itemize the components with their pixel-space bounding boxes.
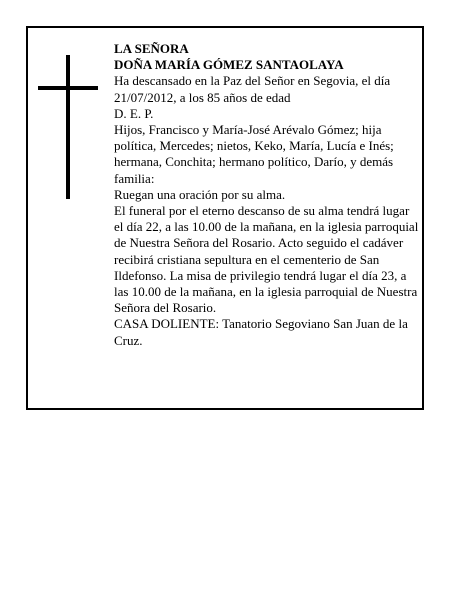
rest-in-peace: D. E. P. [114,105,154,121]
cross-horizontal-bar [38,86,98,90]
cross-vertical-bar [66,55,70,199]
funeral-details: El funeral por el eterno descanso de su alma tendrá lugar el día 22, a las 10.00 de la mañana, en la iglesia parroquial de Nuestra Señora del Rosario. Acto seguido el cadáver recibirá cristiana sepultura en el cementerio de San Ildefonso. La misa de privilegio tendrá lugar el día 23, a las 10.00 de la mañana, en la iglesia parroquial de Nuestra Señora del Rosario. [114,203,419,316]
notice-text [114,41,420,349]
obituary-notice [26,26,424,410]
prayer-request: Ruegan una oración por su alma. [114,186,286,202]
death-announcement: Ha descansado en la Paz del Señor en Segovia, el día 21/07/2012, a los 85 años de edad [114,73,391,105]
family-list: Hijos, Francisco y María-José Arévalo Gómez; hija política, Mercedes; nietos, Keko, María, Lucía e Inés; hermana, Conchita; hermano político, Darío, y demás familia: [114,122,394,186]
funeral-home: CASA DOLIENTE: Tanatorio Segoviano San Juan de la Cruz. [114,316,408,348]
notice-title: LA SEÑORA [114,41,189,56]
deceased-name: DOÑA MARÍA GÓMEZ SANTAOLAYA [114,57,344,73]
cross-icon [38,55,98,199]
